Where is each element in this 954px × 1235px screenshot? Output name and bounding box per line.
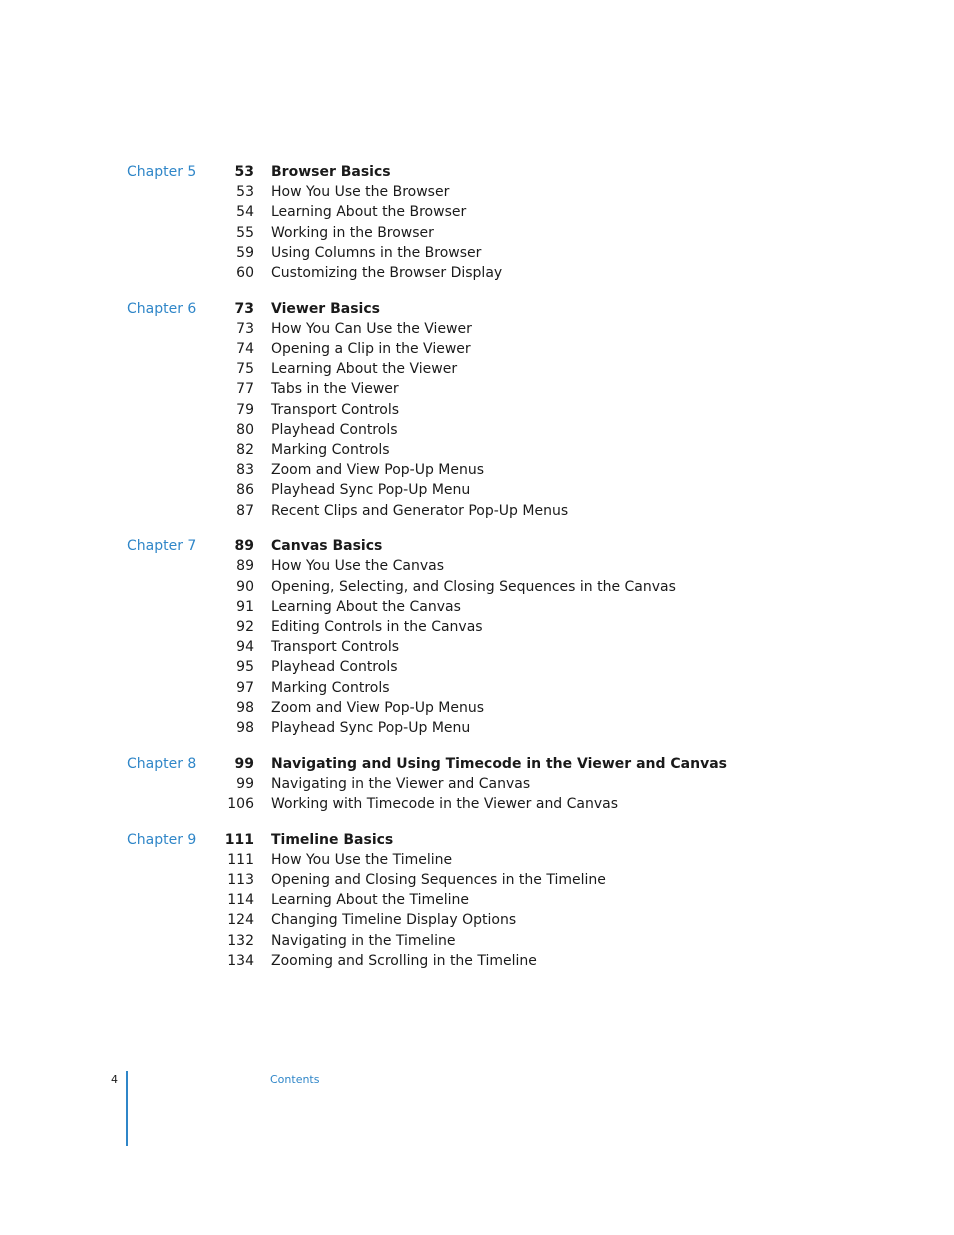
page-number: 89 — [236, 558, 254, 575]
toc-entry[interactable] — [0, 931, 954, 951]
table-of-contents — [0, 162, 954, 986]
entry-title: Playhead Sync Pop-Up Menu — [271, 482, 471, 499]
page-number: 124 — [227, 912, 254, 929]
toc-entry[interactable] — [0, 339, 954, 359]
page-number: 80 — [236, 421, 254, 438]
page-number: 99 — [236, 775, 254, 792]
chapter-title-row[interactable] — [0, 536, 954, 556]
toc-entry[interactable] — [0, 910, 954, 930]
entry-title: Customizing the Browser Display — [271, 264, 503, 281]
page-number: 59 — [236, 244, 254, 261]
entry-title: How You Use the Timeline — [271, 851, 453, 868]
page-number: 111 — [227, 851, 254, 868]
toc-entry[interactable] — [0, 850, 954, 870]
toc-entry[interactable] — [0, 460, 954, 480]
chapter-label[interactable]: Chapter 9 — [127, 831, 197, 848]
toc-entry[interactable] — [0, 440, 954, 460]
toc-entry[interactable] — [0, 359, 954, 379]
page-number: 75 — [236, 361, 254, 378]
page-number: 73 — [234, 300, 254, 317]
chapter-block — [0, 830, 954, 971]
entry-title: Navigating in the Viewer and Canvas — [271, 775, 531, 792]
toc-entry[interactable] — [0, 794, 954, 814]
toc-entry[interactable] — [0, 718, 954, 738]
page-number: 86 — [236, 482, 254, 499]
entry-title: Transport Controls — [271, 639, 400, 656]
toc-entry[interactable] — [0, 243, 954, 263]
page-number: 77 — [236, 381, 254, 398]
entry-title: Zoom and View Pop-Up Menus — [271, 462, 485, 479]
entry-title: Working with Timecode in the Viewer and Canvas — [271, 795, 619, 812]
chapter-block — [0, 536, 954, 738]
toc-entry[interactable] — [0, 420, 954, 440]
entry-title: How You Can Use the Viewer — [271, 320, 472, 337]
page-number: 95 — [236, 659, 254, 676]
toc-entry[interactable] — [0, 480, 954, 500]
page-number: 98 — [236, 699, 254, 716]
entry-title: Marking Controls — [271, 679, 390, 696]
toc-entry[interactable] — [0, 263, 954, 283]
entry-title: Opening and Closing Sequences in the Timeline — [271, 872, 606, 888]
page-number: 94 — [236, 639, 254, 656]
toc-entry[interactable] — [0, 657, 954, 677]
entry-title: Editing Controls in the Canvas — [271, 618, 483, 635]
toc-entry[interactable] — [0, 890, 954, 910]
toc-entry[interactable] — [0, 182, 954, 202]
page-number: 73 — [236, 320, 254, 337]
page-number: 60 — [236, 264, 254, 281]
page-number: 98 — [236, 719, 254, 736]
page-number: 90 — [236, 578, 254, 595]
chapter-title-row[interactable] — [0, 162, 954, 182]
page-number: 82 — [236, 441, 254, 458]
entry-title: Zooming and Scrolling in the Timeline — [271, 952, 537, 969]
page-number: 87 — [236, 502, 254, 519]
entry-title: Learning About the Canvas — [271, 598, 461, 615]
chapter-title-row[interactable] — [0, 830, 954, 850]
entry-title: Marking Controls — [271, 441, 390, 458]
toc-entry[interactable] — [0, 400, 954, 420]
entry-title: Learning About the Timeline — [271, 892, 470, 909]
chapter-label[interactable]: Chapter 6 — [127, 300, 197, 317]
toc-entry[interactable] — [0, 597, 954, 617]
page-number: 54 — [236, 204, 254, 221]
entry-title: Playhead Sync Pop-Up Menu — [271, 719, 471, 736]
entry-title: How You Use the Browser — [271, 184, 450, 201]
entry-title: Learning About the Browser — [271, 204, 467, 221]
toc-entry[interactable] — [0, 202, 954, 222]
chapter-block — [0, 754, 954, 815]
entry-title: Opening a Clip in the Viewer — [271, 341, 471, 357]
entry-title: Zoom and View Pop-Up Menus — [271, 699, 485, 716]
chapter-block — [0, 299, 954, 521]
toc-entry[interactable] — [0, 637, 954, 657]
page-number: 113 — [227, 872, 254, 888]
page-number: 114 — [227, 892, 254, 909]
toc-entry[interactable] — [0, 774, 954, 794]
entry-title: Playhead Controls — [271, 421, 398, 438]
page-number: 74 — [236, 341, 254, 357]
chapter-title: Timeline Basics — [271, 831, 394, 848]
page-number: 99 — [234, 755, 254, 772]
entry-title: Tabs in the Viewer — [271, 381, 399, 398]
footer-rule — [126, 1071, 128, 1146]
toc-entry[interactable] — [0, 223, 954, 243]
entry-title: Changing Timeline Display Options — [271, 912, 517, 929]
page-number: 83 — [236, 462, 254, 479]
chapter-title-row[interactable] — [0, 754, 954, 774]
page-number: 134 — [227, 952, 254, 969]
toc-entry[interactable] — [0, 698, 954, 718]
page-number: 132 — [227, 932, 254, 949]
page-number: 53 — [236, 184, 254, 201]
chapter-title: Canvas Basics — [271, 538, 383, 555]
toc-entry[interactable] — [0, 678, 954, 698]
toc-entry[interactable] — [0, 379, 954, 399]
page-number: 79 — [236, 401, 254, 418]
entry-title: How You Use the Canvas — [271, 558, 444, 575]
chapter-label[interactable]: Chapter 7 — [127, 538, 197, 555]
page-number: 97 — [236, 679, 254, 696]
entry-title: Transport Controls — [271, 401, 400, 418]
chapter-title: Browser Basics — [271, 164, 391, 180]
page-number: 53 — [234, 164, 254, 180]
chapter-label[interactable]: Chapter 5 — [127, 164, 197, 180]
entry-title: Playhead Controls — [271, 659, 398, 676]
page-number: 55 — [236, 224, 254, 241]
entry-title: Recent Clips and Generator Pop-Up Menus — [271, 502, 569, 519]
toc-entry[interactable] — [0, 501, 954, 521]
entry-title: Using Columns in the Browser — [271, 244, 482, 261]
page-number: 91 — [236, 598, 254, 615]
toc-entry[interactable] — [0, 556, 954, 576]
entry-title: Opening, Selecting, and Closing Sequences in the Canvas — [271, 578, 676, 595]
entry-title: Navigating in the Timeline — [271, 932, 456, 949]
toc-entry[interactable] — [0, 617, 954, 637]
chapter-block — [0, 162, 954, 283]
toc-entry[interactable] — [0, 870, 954, 890]
page-number: 111 — [224, 831, 254, 848]
toc-entry[interactable] — [0, 577, 954, 597]
entry-title: Learning About the Viewer — [271, 361, 458, 378]
toc-entry[interactable] — [0, 319, 954, 339]
chapter-title: Navigating and Using Timecode in the Viewer and Canvas — [271, 755, 727, 772]
footer-section-title: Contents — [270, 1073, 320, 1086]
chapter-label[interactable]: Chapter 8 — [127, 755, 197, 772]
toc-entry[interactable] — [0, 951, 954, 971]
page-number: 89 — [234, 538, 254, 555]
chapter-title-row[interactable] — [0, 299, 954, 319]
footer-page-number: 4 — [111, 1073, 118, 1086]
page-number: 92 — [236, 618, 254, 635]
page-number: 106 — [227, 795, 254, 812]
chapter-title: Viewer Basics — [271, 300, 380, 317]
entry-title: Working in the Browser — [271, 224, 434, 241]
